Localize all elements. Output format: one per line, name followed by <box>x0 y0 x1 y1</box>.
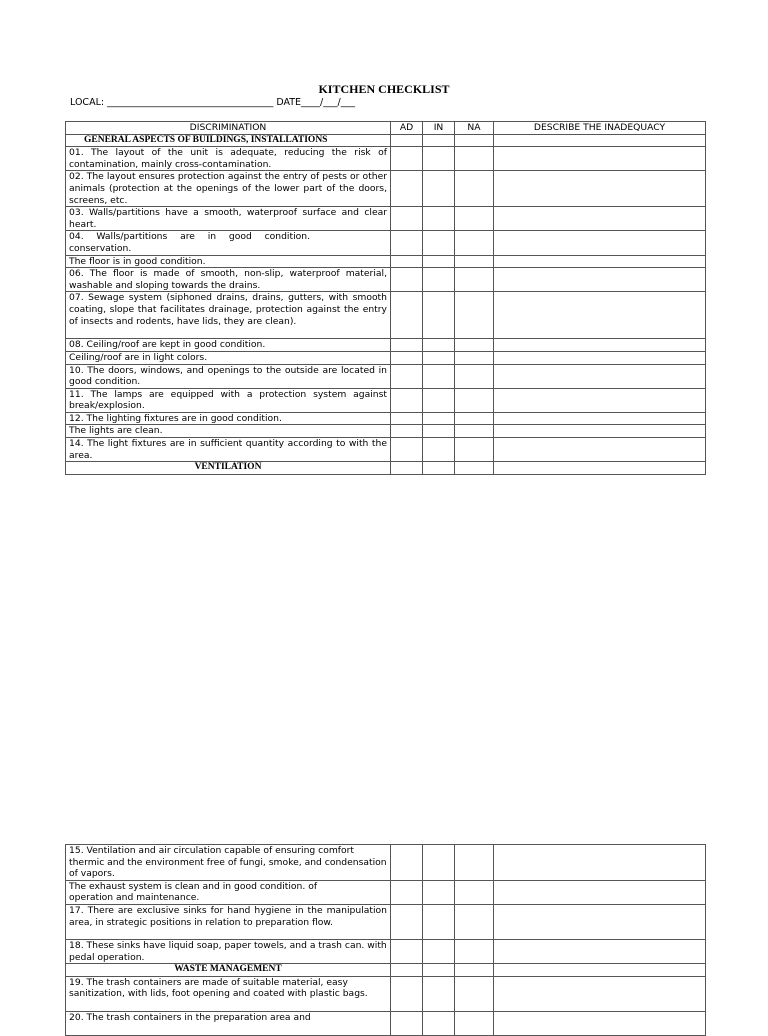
na-cell[interactable] <box>455 147 494 171</box>
describe-cell[interactable] <box>494 171 706 207</box>
describe-cell[interactable] <box>494 231 706 255</box>
ad-cell[interactable] <box>391 425 423 438</box>
header-ad: AD <box>391 122 423 135</box>
item-text: 01. The layout of the unit is adequate, reducing the risk of contamination, mainly cross-contamination. <box>66 147 391 171</box>
describe-cell[interactable] <box>494 1011 706 1035</box>
item-text: 04. Walls/partitions are in good condition. conservation. <box>66 231 391 255</box>
in-cell[interactable] <box>423 880 455 904</box>
in-cell[interactable] <box>423 364 455 388</box>
in-cell[interactable] <box>423 147 455 171</box>
ad-cell[interactable] <box>391 964 423 977</box>
table-row <box>66 171 706 207</box>
item-text: 14. The light fixtures are in sufficient quantity according to with the area. <box>66 438 391 462</box>
table-row <box>66 438 706 462</box>
describe-cell[interactable] <box>494 425 706 438</box>
header-describe: DESCRIBE THE INADEQUACY <box>494 122 706 135</box>
describe-cell[interactable] <box>494 207 706 231</box>
table-row <box>66 880 706 904</box>
item-text: 02. The layout ensures protection against the entry of pests or other animals (protection at the openings of the lower part of the doors, screens, etc. <box>66 171 391 207</box>
table-row <box>66 339 706 352</box>
item-text: 08. Ceiling/roof are kept in good condition. <box>66 339 391 352</box>
item-text: The lights are clean. <box>66 425 391 438</box>
na-cell[interactable] <box>455 339 494 352</box>
describe-cell[interactable] <box>494 845 706 881</box>
section-general-aspects: GENERAL ASPECTS OF BUILDINGS, INSTALLATIONS <box>66 134 391 147</box>
in-cell[interactable] <box>423 412 455 425</box>
item-text: 07. Sewage system (siphoned drains, drains, gutters, with smooth coating, slope that facilitates drainage, protection against the entry of insects and rodents, have lids, they are clean). <box>66 292 391 339</box>
na-cell[interactable] <box>455 412 494 425</box>
ad-cell[interactable] <box>391 147 423 171</box>
table-row <box>66 364 706 388</box>
na-cell[interactable] <box>455 438 494 462</box>
in-cell[interactable] <box>423 171 455 207</box>
table-row <box>66 268 706 292</box>
na-cell[interactable] <box>455 268 494 292</box>
na-cell[interactable] <box>455 964 494 977</box>
in-cell[interactable] <box>423 292 455 339</box>
item-text: 06. The floor is made of smooth, non-slip, waterproof material, washable and sloping towards the drains. <box>66 268 391 292</box>
ad-cell[interactable] <box>391 231 423 255</box>
local-date-line: LOCAL: ___________________________________ DATE____/___/___ <box>70 97 355 108</box>
describe-cell[interactable] <box>494 964 706 977</box>
checklist-table-page-2 <box>65 844 706 1036</box>
na-cell[interactable] <box>455 904 494 939</box>
describe-cell[interactable] <box>494 880 706 904</box>
header-in: IN <box>423 122 455 135</box>
ad-cell[interactable] <box>391 412 423 425</box>
ad-cell[interactable] <box>391 1011 423 1035</box>
describe-cell[interactable] <box>494 438 706 462</box>
describe-cell[interactable] <box>494 904 706 939</box>
na-cell[interactable] <box>455 939 494 963</box>
item-text: Ceiling/roof are in light colors. <box>66 351 391 364</box>
describe-cell[interactable] <box>494 292 706 339</box>
item-text: 12. The lighting fixtures are in good condition. <box>66 412 391 425</box>
na-cell[interactable] <box>455 1011 494 1035</box>
section-row <box>66 134 706 147</box>
item-text: 11. The lamps are equipped with a protection system against break/explosion. <box>66 388 391 412</box>
in-cell[interactable] <box>423 231 455 255</box>
item-text: 20. The trash containers in the preparation area and <box>66 1011 391 1035</box>
describe-cell[interactable] <box>494 268 706 292</box>
in-cell[interactable] <box>423 388 455 412</box>
in-cell[interactable] <box>423 1011 455 1035</box>
table-row <box>66 292 706 339</box>
ad-cell[interactable] <box>391 134 423 147</box>
item-text: 17. There are exclusive sinks for hand hygiene in the manipulation area, in strategic positions in relation to preparation flow. <box>66 904 391 939</box>
na-cell[interactable] <box>455 462 494 475</box>
describe-cell[interactable] <box>494 388 706 412</box>
na-cell[interactable] <box>455 976 494 1011</box>
ad-cell[interactable] <box>391 292 423 339</box>
table-row <box>66 207 706 231</box>
na-cell[interactable] <box>455 255 494 268</box>
describe-cell[interactable] <box>494 364 706 388</box>
describe-cell[interactable] <box>494 339 706 352</box>
na-cell[interactable] <box>455 292 494 339</box>
na-cell[interactable] <box>455 134 494 147</box>
section-row <box>66 964 706 977</box>
na-cell[interactable] <box>455 880 494 904</box>
section-row <box>66 462 706 475</box>
item-text: 18. These sinks have liquid soap, paper towels, and a trash can. with pedal operation. <box>66 939 391 963</box>
in-cell[interactable] <box>423 268 455 292</box>
describe-cell[interactable] <box>494 976 706 1011</box>
describe-cell[interactable] <box>494 412 706 425</box>
in-cell[interactable] <box>423 438 455 462</box>
ad-cell[interactable] <box>391 351 423 364</box>
describe-cell[interactable] <box>494 939 706 963</box>
table-row <box>66 904 706 939</box>
ad-cell[interactable] <box>391 388 423 412</box>
item-text: The exhaust system is clean and in good condition. of operation and maintenance. <box>66 880 391 904</box>
header-discrimination: DISCRIMINATION <box>66 122 391 135</box>
document-title: KITCHEN CHECKLIST <box>318 82 450 96</box>
table-row <box>66 845 706 881</box>
ad-cell[interactable] <box>391 880 423 904</box>
table-row <box>66 976 706 1011</box>
table-row <box>66 425 706 438</box>
describe-cell[interactable] <box>494 134 706 147</box>
checklist-table-page-1 <box>65 121 706 475</box>
in-cell[interactable] <box>423 964 455 977</box>
ad-cell[interactable] <box>391 904 423 939</box>
item-text: The floor is in good condition. <box>66 255 391 268</box>
section-ventilation: VENTILATION <box>66 462 391 475</box>
in-cell[interactable] <box>423 939 455 963</box>
in-cell[interactable] <box>423 339 455 352</box>
table-row <box>66 1011 706 1035</box>
na-cell[interactable] <box>455 171 494 207</box>
na-cell[interactable] <box>455 364 494 388</box>
item-text: 15. Ventilation and air circulation capable of ensuring comfort thermic and the environment free of fungi, smoke, and condensation of vapors. <box>66 845 391 881</box>
in-cell[interactable] <box>423 134 455 147</box>
in-cell[interactable] <box>423 904 455 939</box>
in-cell[interactable] <box>423 845 455 881</box>
ad-cell[interactable] <box>391 207 423 231</box>
table-row <box>66 351 706 364</box>
table-row <box>66 939 706 963</box>
section-waste-management: WASTE MANAGEMENT <box>66 964 391 977</box>
header-row <box>66 122 706 135</box>
in-cell[interactable] <box>423 207 455 231</box>
describe-cell[interactable] <box>494 462 706 475</box>
table-row <box>66 388 706 412</box>
na-cell[interactable] <box>455 425 494 438</box>
table-row <box>66 412 706 425</box>
ad-cell[interactable] <box>391 339 423 352</box>
table-row <box>66 147 706 171</box>
table-row <box>66 231 706 255</box>
in-cell[interactable] <box>423 351 455 364</box>
item-text: 03. Walls/partitions have a smooth, waterproof surface and clear heart. <box>66 207 391 231</box>
na-cell[interactable] <box>455 388 494 412</box>
ad-cell[interactable] <box>391 268 423 292</box>
ad-cell[interactable] <box>391 364 423 388</box>
ad-cell[interactable] <box>391 255 423 268</box>
ad-cell[interactable] <box>391 462 423 475</box>
item-text: 10. The doors, windows, and openings to the outside are located in good condition. <box>66 364 391 388</box>
in-cell[interactable] <box>423 425 455 438</box>
ad-cell[interactable] <box>391 976 423 1011</box>
in-cell[interactable] <box>423 255 455 268</box>
item-text: 19. The trash containers are made of suitable material, easy sanitization, with lids, foot opening and coated with plastic bags. <box>66 976 391 1011</box>
table-row <box>66 255 706 268</box>
na-cell[interactable] <box>455 845 494 881</box>
ad-cell[interactable] <box>391 845 423 881</box>
in-cell[interactable] <box>423 462 455 475</box>
in-cell[interactable] <box>423 976 455 1011</box>
na-cell[interactable] <box>455 207 494 231</box>
ad-cell[interactable] <box>391 939 423 963</box>
describe-cell[interactable] <box>494 255 706 268</box>
na-cell[interactable] <box>455 231 494 255</box>
ad-cell[interactable] <box>391 171 423 207</box>
ad-cell[interactable] <box>391 438 423 462</box>
describe-cell[interactable] <box>494 147 706 171</box>
describe-cell[interactable] <box>494 351 706 364</box>
na-cell[interactable] <box>455 351 494 364</box>
header-na: NA <box>455 122 494 135</box>
